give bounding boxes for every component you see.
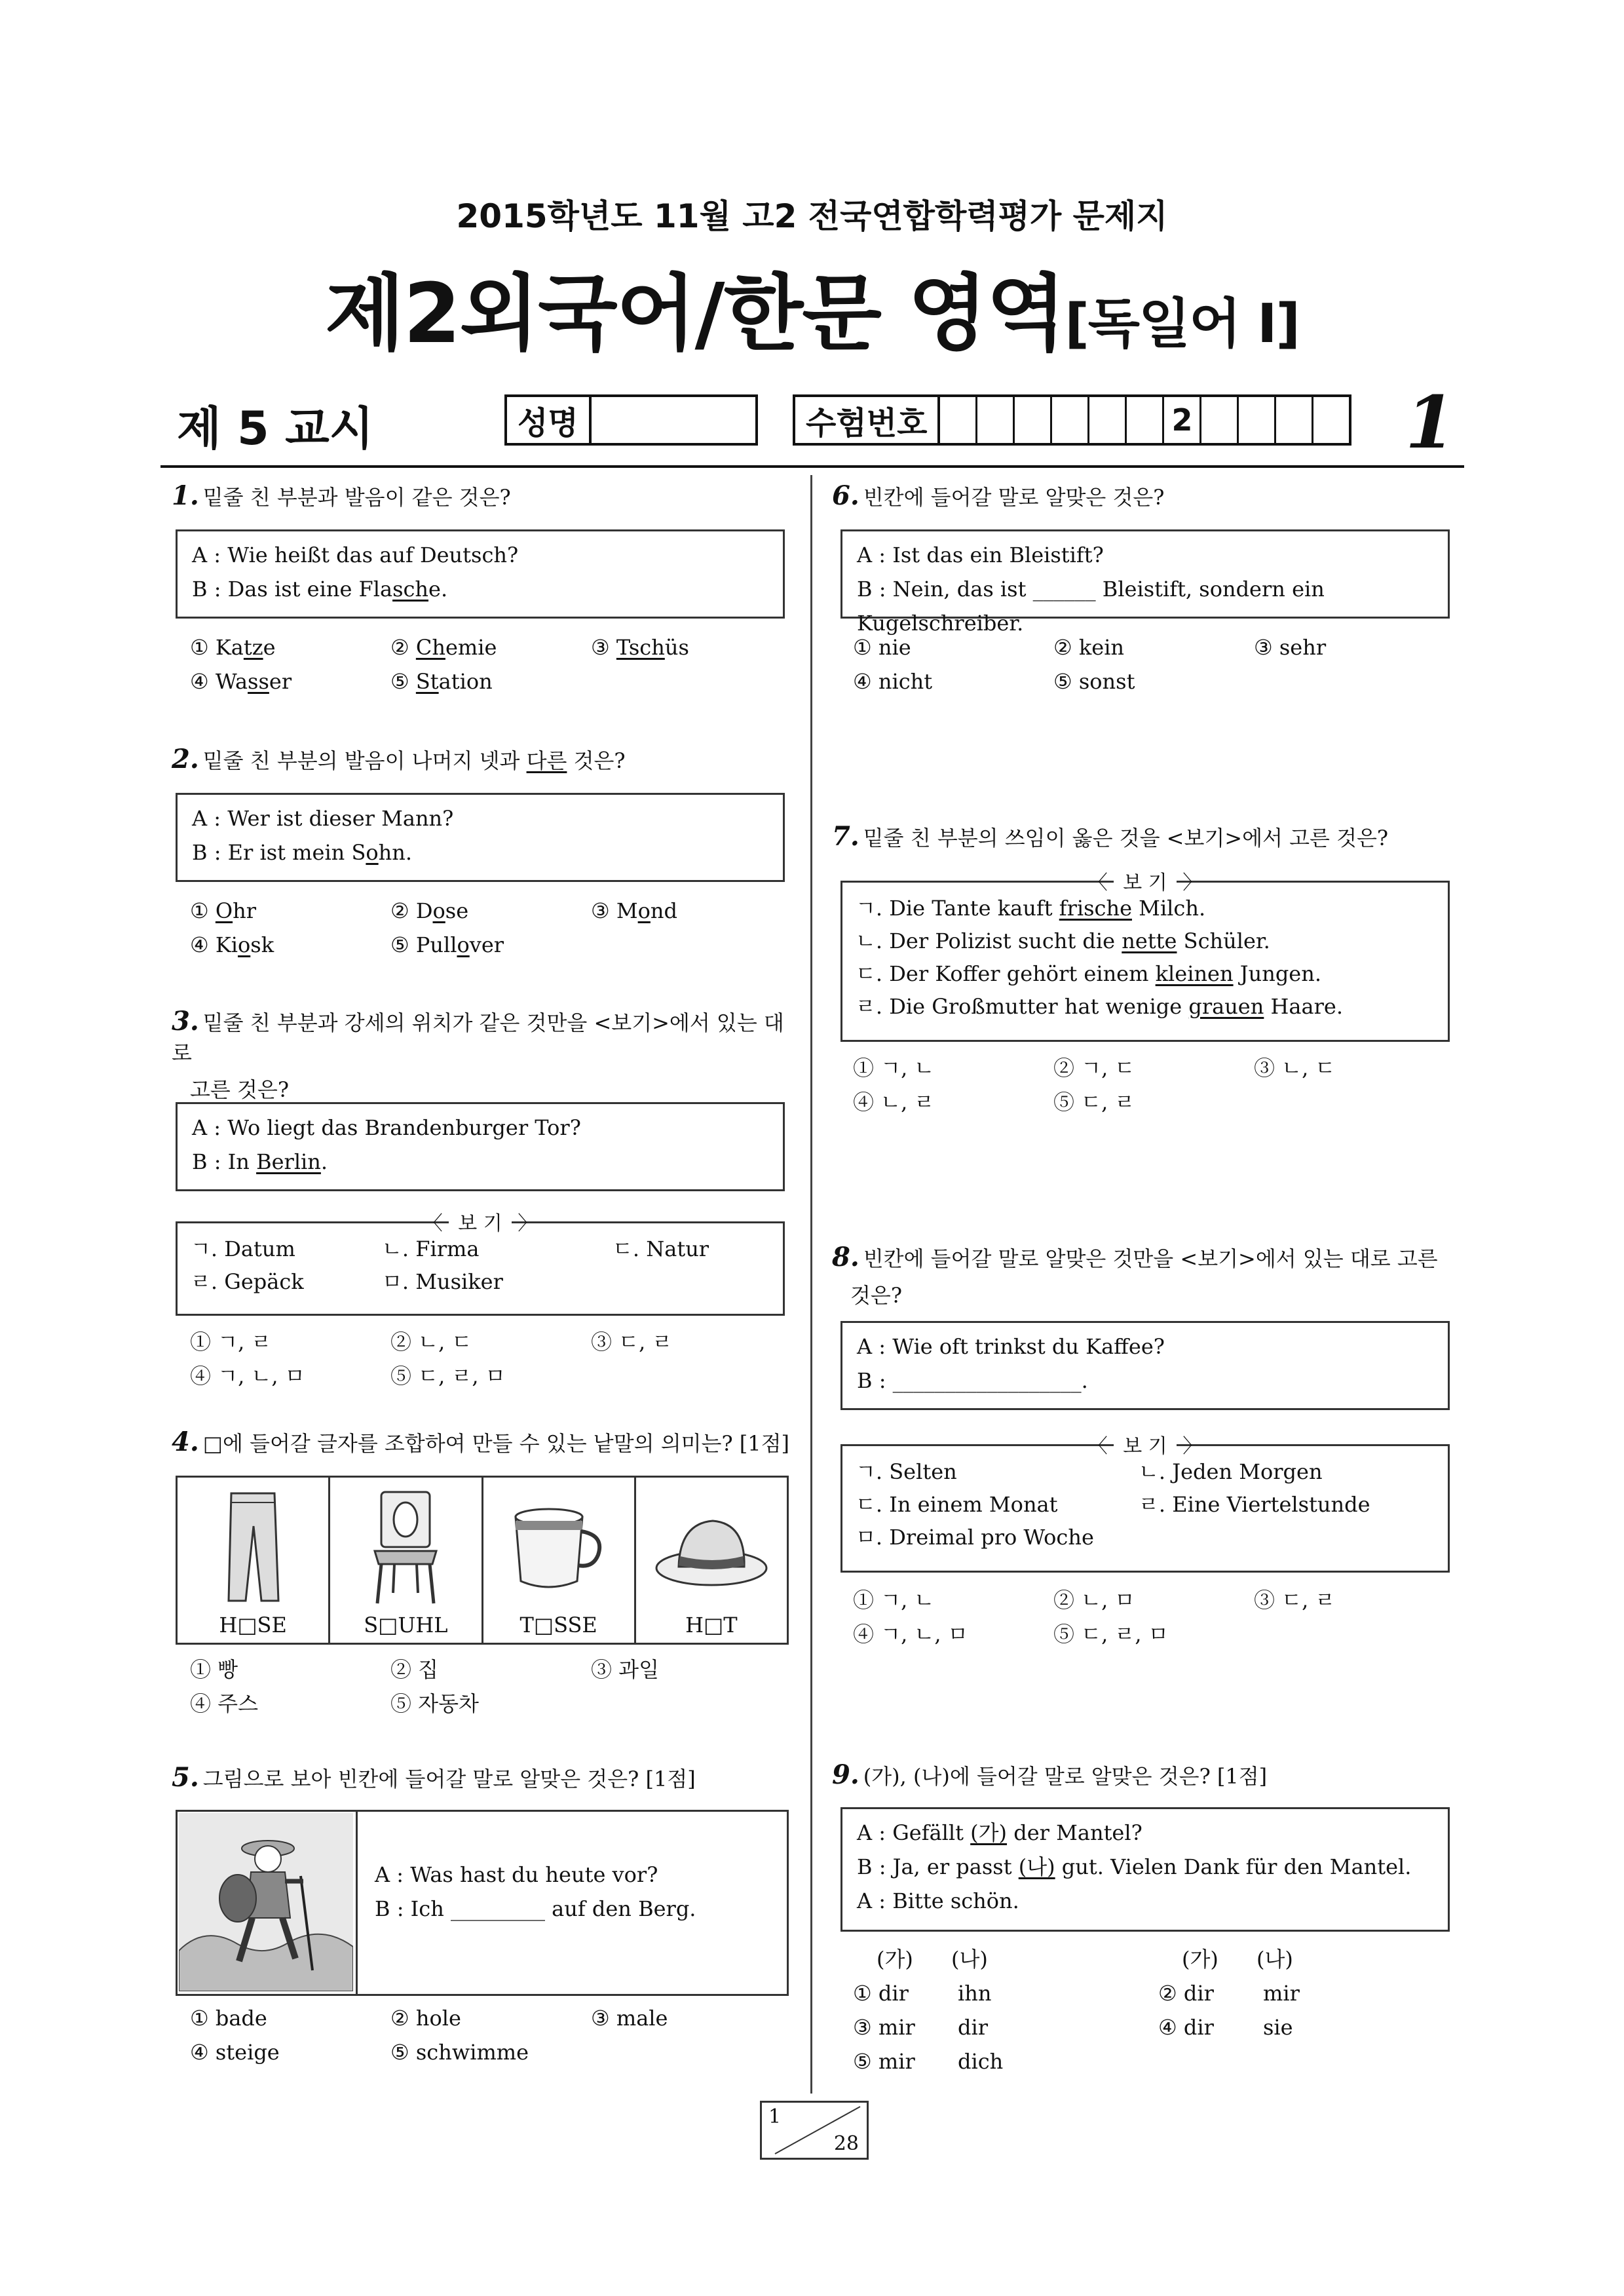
answer-options [853,1051,1456,1123]
option-5[interactable]: ⑤ schwimme [390,2040,529,2065]
option-1[interactable]: ① ㄱ, ㄹ [190,1330,272,1354]
question-5-stem: 5. 그림으로 보아 빈칸에 들어갈 말로 알맞은 것은? [1점] [172,1762,696,1793]
option-5[interactable]: ⑤ 자동차 [390,1691,479,1716]
option-4[interactable]: ④ ㄱ, ㄴ, ㅁ [190,1364,305,1388]
exam-number-digit[interactable] [1276,397,1313,443]
bogi-item: ㄹ. Eine Viertelstunde [1139,1492,1370,1517]
picture-cell [178,1812,358,1994]
answer-options [190,2001,793,2073]
option-3[interactable]: ③ ㄴ, ㄷ [1254,1056,1336,1081]
dialog-line: A : Wer ist dieser Mann? [192,806,454,831]
exam-number-digit[interactable] [1015,397,1052,443]
exam-number-digit[interactable] [940,397,977,443]
header-divider [161,465,1464,468]
option-1[interactable]: ① dir [853,1981,909,2006]
picture-cell [483,1478,636,1643]
option-5[interactable]: ⑤ ㄷ, ㄹ [1053,1090,1135,1115]
page-number-large: 1 [1405,380,1456,465]
option-1[interactable]: ① nie [853,635,911,660]
dialog-line: B : __________________. [857,1368,1088,1393]
cup-icon [506,1497,611,1602]
exam-number-digit[interactable] [1052,397,1089,443]
option-4-b: sie [1263,2015,1293,2040]
bogi-title: 〈 보 기 〉 [1087,1435,1203,1458]
question-3-stem: 3. 밑줄 친 부분과 강세의 위치가 같은 것만을 <보기>에서 있는 대로 고른 것은? [172,1006,784,1102]
option-2[interactable]: ② ㄴ, ㄷ [390,1330,472,1354]
question-number: 5. [172,1762,199,1793]
question-number: 3. [172,1006,199,1037]
option-2[interactable]: ② Dose [390,898,469,923]
bogi-item: ㄱ. Selten [856,1459,957,1484]
option-3-b: dir [958,2015,989,2040]
question-number: 2. [172,744,199,775]
question-1-stem [172,481,511,512]
dialog-line: A : Gefällt (가) der Mantel? [857,1820,1142,1845]
bogi-title: 〈 보 기 〉 [1087,871,1203,894]
dialog-box [840,529,1450,636]
bogi-item: ㄹ. Gepäck [191,1269,304,1294]
answer-options [853,630,1456,702]
option-3[interactable]: ③ mir [853,2015,915,2040]
dialog-line: B : In Berlin. [192,1149,328,1174]
option-1[interactable]: ① 빵 [190,1657,238,1682]
exam-number-box [793,394,1351,446]
option-5[interactable]: ⑤ ㄷ, ㄹ, ㅁ [1053,1622,1169,1647]
dialog-line: B : Das ist eine Flasche. [192,577,448,602]
option-1[interactable]: ① Katze [190,635,276,660]
name-label: 성명 [507,397,592,443]
question-number: 6. [832,480,859,511]
dialog-line: A : Was hast du heute vor? [375,1862,658,1887]
option-5[interactable]: ⑤ mir [853,2049,915,2074]
dialog-line: A : Bitte schön. [857,1888,1019,1913]
trousers-icon [223,1488,282,1606]
picture-cell [178,1478,330,1643]
option-4[interactable]: ④ steige [190,2040,280,2065]
dialog-line: B : Ich _________ auf den Berg. [375,1896,696,1921]
hiker-illustration [179,1813,353,1991]
bogi-item: ㄴ. Jeden Morgen [1139,1459,1323,1484]
option-1-b: ihn [958,1981,992,2006]
bogi-item: ㄹ. Die Großmutter hat wenige grauen Haare. [856,994,1343,1019]
bogi-title: 〈 보 기 〉 [423,1212,538,1235]
option-2[interactable]: ② 집 [390,1657,439,1682]
question-8-stem: 8. 빈칸에 들어갈 말로 알맞은 것만을 <보기>에서 있는 대로 고른 것은? [832,1242,1438,1308]
option-2[interactable]: ② Chemie [390,635,497,660]
option-2[interactable]: ② kein [1053,635,1125,660]
bogi-item: ㄷ. Natur [613,1236,709,1261]
bogi-item: ㄷ. Der Koffer gehört einem kleinen Jungen. [856,961,1322,986]
bogi-box [840,871,1450,1042]
option-4[interactable]: ④ 주스 [190,1691,258,1716]
exam-header-line: 2015학년도 11월 고2 전국연합학력평가 문제지 [456,197,1168,235]
option-5-b: dich [958,2049,1004,2074]
bogi-item: ㅁ. Musiker [382,1269,503,1294]
exam-number-digit[interactable] [1201,397,1239,443]
column-header: (나) [951,1947,988,1972]
exam-number-digit[interactable] [1313,397,1349,443]
hat-icon [652,1504,770,1596]
dialog-box [176,529,785,619]
column-divider [810,475,812,2094]
dialog-box [840,1321,1450,1410]
option-5[interactable]: ⑤ sonst [1053,669,1135,694]
column-header: (가) [1182,1947,1218,1972]
option-3[interactable]: ③ Tschüs [591,635,689,660]
dialog-line: B : Er ist mein Sohn. [192,840,413,865]
dialog-box [840,1807,1450,1932]
exam-number-label: 수험번호 [795,397,940,443]
option-4[interactable]: ④ Wasser [190,669,292,694]
question-4-stem: 4. □에 들어갈 글자를 조합하여 만들 수 있는 낱말의 의미는? [1점] [172,1426,790,1457]
exam-number-digit[interactable]: 2 [1164,397,1201,443]
option-4[interactable]: ④ ㄱ, ㄴ, ㅁ [853,1622,968,1647]
name-field[interactable] [592,397,755,443]
column-header: (나) [1256,1947,1293,1972]
question-text: 밑줄 친 부분과 발음이 같은 것은? [202,485,511,510]
page-indicator [760,2101,869,2160]
dialog-line: B : Nein, das ist ______ Bleistift, sondern ein Kugelschreiber. [857,577,1325,636]
option-5[interactable]: ⑤ Pullover [390,932,504,957]
bogi-box [176,1212,785,1316]
option-3[interactable]: ③ ㄷ, ㄹ [1254,1588,1336,1613]
answer-options [190,1325,793,1397]
name-box [504,394,758,446]
dialog-box [176,1102,785,1191]
option-2[interactable]: ② ㄴ, ㅁ [1053,1588,1135,1613]
option-4[interactable]: ④ nicht [853,669,933,694]
period-label: 제 5 교시 [177,402,374,455]
dialog-line: A : Wie oft trinkst du Kaffee? [857,1334,1165,1359]
option-4[interactable]: ④ dir [1158,2015,1214,2040]
option-4[interactable]: ④ Kiosk [190,932,274,957]
picture-word: H□T [685,1613,738,1637]
picture-cell [636,1478,787,1643]
option-2[interactable]: ② ㄱ, ㄷ [1053,1056,1135,1081]
question-2-stem: 2. 밑줄 친 부분의 발음이 나머지 넷과 다른 것은? [172,744,626,775]
dialog-box [176,793,785,882]
question-number: 7. [832,821,859,852]
exam-number-digit[interactable] [1089,397,1127,443]
bogi-box [840,1435,1450,1573]
dialog-line: A : Ist das ein Bleistift? [857,543,1104,567]
question-9-stem: 9. (가), (나)에 들어갈 말로 알맞은 것은? [1점] [832,1759,1268,1790]
bogi-item: ㄴ. Firma [382,1236,480,1261]
answer-options [190,894,793,966]
picture-dialog-box [176,1810,789,1996]
question-7-stem: 7. 밑줄 친 부분의 쓰임이 옳은 것을 <보기>에서 고른 것은? [832,821,1389,852]
picture-word: T□SSE [519,1613,597,1637]
option-2-b: mir [1263,1981,1300,2006]
option-1[interactable]: ① bade [190,2006,267,2031]
exam-title [0,248,1624,366]
option-1[interactable]: ① ㄱ, ㄴ [853,1588,935,1613]
question-6-stem: 6. 빈칸에 들어갈 말로 알맞은 것은? [832,480,1165,511]
bogi-item: ㄴ. Der Polizist sucht die nette Schüler. [856,928,1270,953]
question-number: 9. [832,1759,859,1790]
option-4[interactable]: ④ ㄴ, ㄹ [853,1090,935,1115]
option-3[interactable]: ③ 과일 [591,1657,659,1682]
total-pages: 28 [833,2132,859,2155]
option-5[interactable]: ⑤ ㄷ, ㄹ, ㅁ [390,1364,506,1388]
answer-options [190,1653,793,1725]
answer-options [190,630,793,702]
dialog-line: A : Wie heißt das auf Deutsch? [192,543,519,567]
question-number: 4. [172,1426,199,1457]
answer-options [853,1942,1456,2086]
bogi-item: ㄱ. Die Tante kauft frische Milch. [856,896,1206,921]
chair-icon [363,1488,448,1606]
exam-number-digit[interactable] [1239,397,1276,443]
picture-word: H□SE [219,1613,287,1637]
exam-title-main: 제2외국어/한문 영역 [325,265,1065,362]
question-number: 1. [172,480,199,511]
option-5[interactable]: ⑤ Station [390,669,493,694]
exam-number-digit[interactable] [977,397,1015,443]
bogi-item: ㅁ. Dreimal pro Woche [856,1525,1094,1550]
bogi-item: ㄱ. Datum [191,1236,295,1261]
exam-number-digit[interactable] [1127,397,1164,443]
option-3[interactable]: ③ Mond [591,898,677,923]
option-2[interactable]: ② dir [1158,1981,1214,2006]
answer-options [853,1583,1456,1655]
option-2[interactable]: ② hole [390,2006,461,2031]
option-1[interactable]: ① Ohr [190,898,256,923]
column-header: (가) [877,1947,913,1972]
current-page: 1 [768,2105,782,2128]
option-3[interactable]: ③ male [591,2006,668,2031]
dialog-line: B : Ja, er passt (나) gut. Vielen Dank für den Mantel. [857,1854,1412,1879]
question-number: 8. [832,1242,859,1272]
exam-title-subject: [독일어 Ⅰ] [1065,293,1299,355]
option-3[interactable]: ③ sehr [1254,635,1327,660]
picture-word: S□UHL [364,1613,448,1637]
bogi-item: ㄷ. In einem Monat [856,1492,1058,1517]
option-1[interactable]: ① ㄱ, ㄴ [853,1056,935,1081]
dialog-line: A : Wo liegt das Brandenburger Tor? [192,1115,581,1140]
option-3[interactable]: ③ ㄷ, ㄹ [591,1330,673,1354]
picture-cell [330,1478,483,1643]
picture-table [176,1476,789,1645]
